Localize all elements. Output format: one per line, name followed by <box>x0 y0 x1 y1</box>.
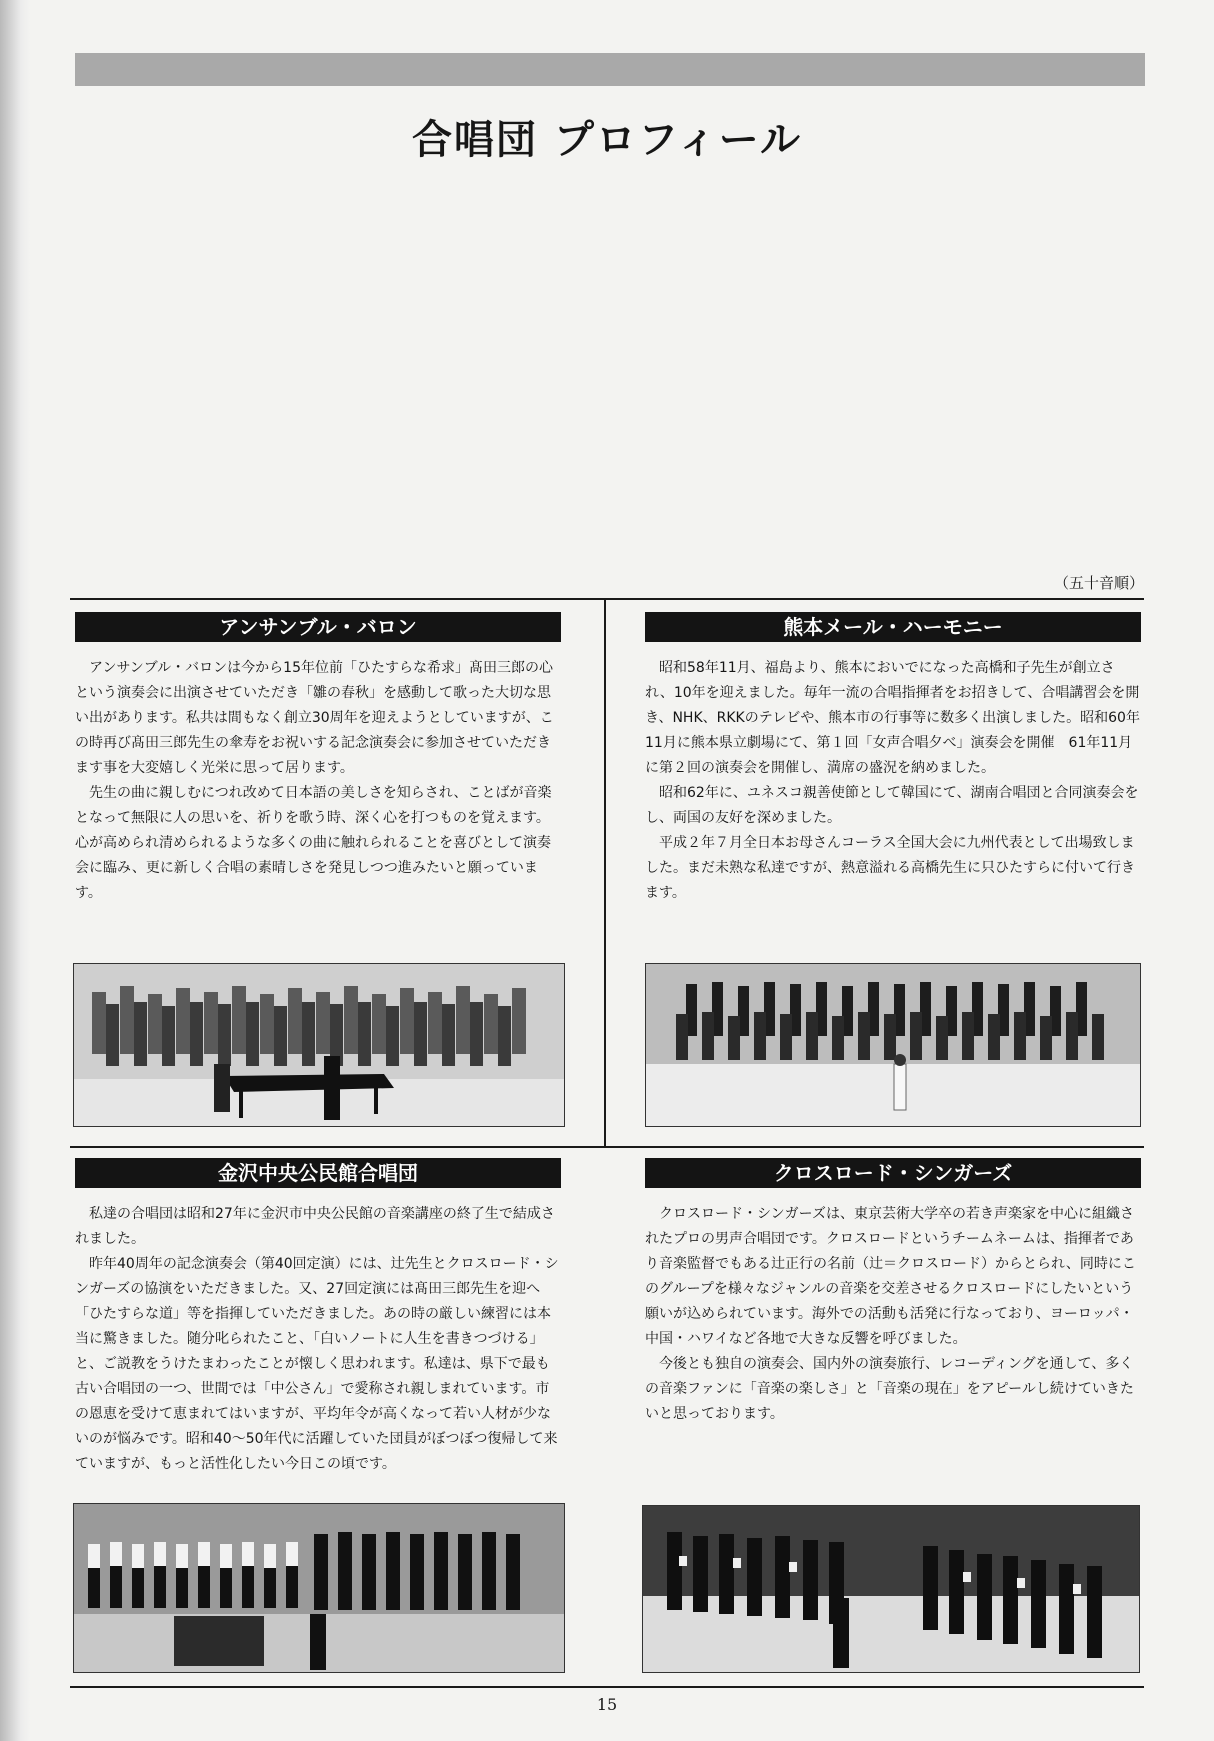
page-number: 15 <box>596 1695 618 1714</box>
womens-choir-stage-photo <box>645 963 1141 1127</box>
mixed-choir-organ-photo <box>73 1503 565 1673</box>
section-kanazawa-central-choir <box>75 1158 561 1477</box>
section-title: 金沢中央公民館合唱団 <box>75 1158 561 1188</box>
grid-rule-top <box>70 598 1144 600</box>
paragraph: クロスロード・シンガーズは、東京芸術大学卒の若き声楽家を中心に組織されたプロの男声合唱団です。クロスロードというチームネームは、指揮者であり音楽監督でもある辻正行の名前（辻＝クロスロード）からとられ、同時にこのグループを様々なジャンルの音楽を交差させるクロスロードにしたいという願いが込められています。海外での活動も活発に行なっており、ヨーロッパ・中国・ハワイなど各地で大きな反響を呼びました。 <box>645 1206 1136 1347</box>
paragraph: 昭和62年に、ユネスコ親善使節として韓国にて、湖南合唱団と合同演奏会をし、両国の友好を深めました。 <box>645 785 1139 826</box>
section-title: クロスロード・シンガーズ <box>645 1158 1141 1188</box>
section-ensemble-baron <box>75 612 561 906</box>
page-edge-shadow <box>0 0 30 1741</box>
paragraph: 昭和58年11月、福島より、熊本においでになった高橋和子先生が創立され、10年を迎えました。毎年一流の合唱指揮者をお招きして、合唱講習会を開き、NHK、RKKのテレビや、熊本市の行事等に数多く出演しました。昭和60年11月に熊本県立劇場にて、第１回「女声合唱夕べ」演奏会を開催 61年11月に第２回の演奏会を開催し、満席の盛況を納めました。 <box>645 660 1140 776</box>
section-title: アンサンブル・バロン <box>75 612 561 642</box>
mens-choir-conductor-photo <box>642 1505 1140 1673</box>
section-crossroad-singers <box>645 1158 1141 1427</box>
header-band <box>75 53 1145 86</box>
paragraph: アンサンブル・バロンは今から15年位前「ひたすらな希求」髙田三郎の心という演奏会に出演させていただき「雛の春秋」を感動して歌った大切な思い出があります。私共は間もなく創立30周年を迎えようとしていますが、この時再び髙田三郎先生の傘寿をお祝いする記念演奏会に参加させていただきます事を大変嬉しく光栄に思って居ります。 <box>75 660 554 776</box>
page-title: 合唱団 プロフィール <box>412 117 802 163</box>
paragraph: 先生の曲に親しむにつれ改めて日本語の美しさを知らされ、ことばが音楽となって無限に人の思いを、祈りを歌う時、深く心を打つものを覚えます。心が高められ清められるような多くの曲に触れられることを喜びとして演奏会に臨み、更に新しく合唱の素晴しさを発見しつつ進みたいと願っています。 <box>75 785 552 901</box>
section-body <box>645 1202 1141 1427</box>
section-body <box>645 656 1141 906</box>
section-kumamoto-mail-harmony <box>645 612 1141 906</box>
paragraph: 今後とも独自の演奏会、国内外の演奏旅行、レコーディングを通して、多くの音楽ファンに「音楽の楽しさ」と「音楽の現在」をアピールし続けていきたいと思っております。 <box>645 1356 1134 1422</box>
grid-rule-bottom <box>70 1686 1144 1688</box>
section-title: 熊本メール・ハーモニー <box>645 612 1141 642</box>
grid-rule-middle <box>70 1146 1144 1148</box>
paragraph: 私達の合唱団は昭和27年に金沢市中央公民館の音楽講座の終了生で結成されました。 <box>75 1206 555 1247</box>
paragraph: 昨年40周年の記念演奏会（第40回定演）には、辻先生とクロスロード・シンガーズの協演をいただきました。又、27回定演には髙田三郎先生を迎へ「ひたすらな道」等を指揮していただきました。あの時の厳しい練習には本当に驚きました。随分叱られたこと、「白いノートに人生を書きつづける」と、ご説教をうけたまわったことが懐しく思われます。私達は、県下で最も古い合唱団の一つ、世間では「中公さん」で愛称され親しまれています。市の恩恵を受けて恵まれてはいますが、平均年令が高くなって若い人材が少ないのが悩みです。昭和40〜50年代に活躍していた団員がぼつぼつ復帰して来ていますが、もっと活性化したい今日この頃です。 <box>75 1256 559 1472</box>
section-body <box>75 656 561 906</box>
grid-rule-vertical <box>604 598 606 1148</box>
order-note: （五十音順） <box>1053 574 1144 592</box>
section-body <box>75 1202 561 1477</box>
paragraph: 平成２年７月全日本お母さんコーラス全国大会に九州代表として出場致しました。まだ未熟な私達ですが、熱意溢れる高橋先生に只ひたすらに付いて行きます。 <box>645 835 1135 901</box>
choir-with-piano-photo <box>73 963 565 1127</box>
